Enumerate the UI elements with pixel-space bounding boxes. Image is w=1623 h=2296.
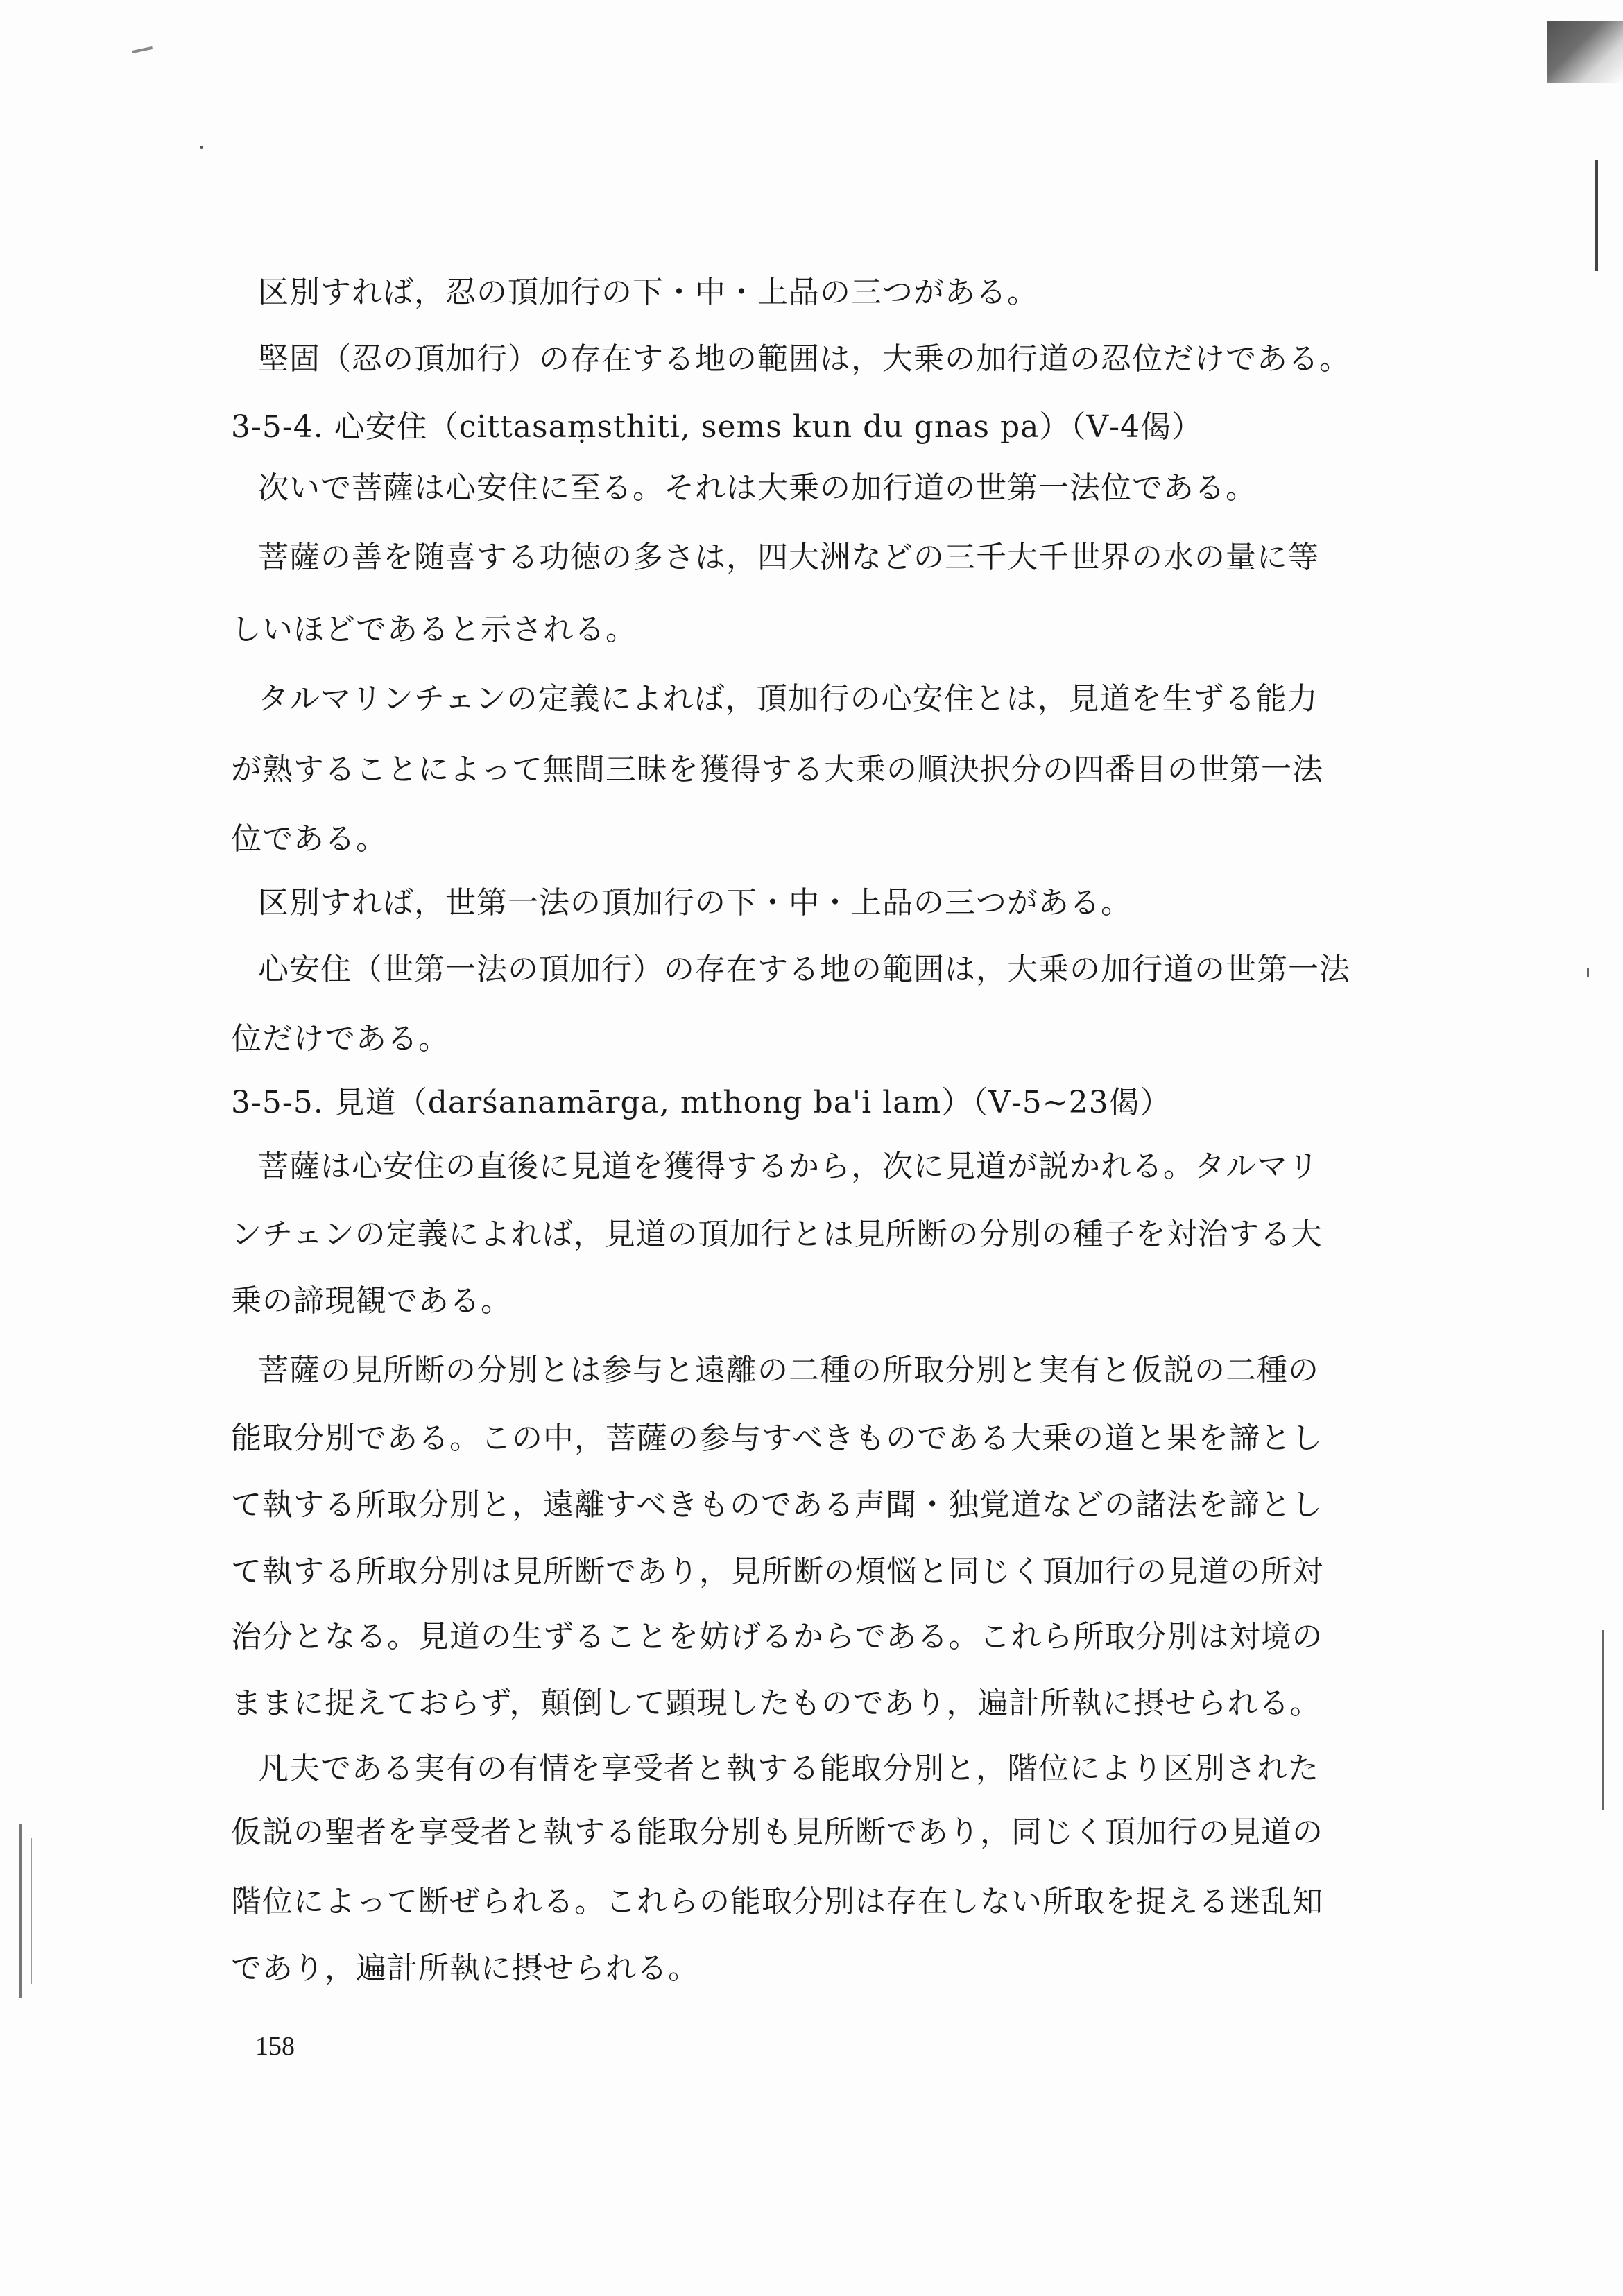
text-line: しいほどであると示される。 bbox=[231, 612, 637, 647]
scan-edge-mark bbox=[1595, 160, 1598, 271]
page-number: 158 bbox=[255, 2032, 295, 2061]
text-line: 堅固（忍の頂加行）の存在する地の範囲は，大乗の加行道の忍位だけである。 bbox=[258, 341, 1350, 377]
scan-edge-mark bbox=[1602, 1630, 1604, 1810]
text-line: ンチェンの定義によれば，見道の頂加行とは見所断の分別の種子を対治する大 bbox=[231, 1217, 1323, 1252]
text-line: 区別すれば，世第一法の頂加行の下・中・上品の三つがある。 bbox=[258, 885, 1132, 920]
scan-edge-mark bbox=[19, 1824, 22, 1998]
text-line: 階位によって断ぜられる。これらの能取分別は存在しない所取を捉える迷乱知 bbox=[231, 1884, 1323, 1919]
section-heading: 3-5-5. 見道（darśanamārga, mthong ba'i lam）（Ⅴ-5~23偈） bbox=[231, 1085, 1171, 1120]
text-line: が熟することによって無間三昧を獲得する大乗の順決択分の四番目の世第一法 bbox=[231, 752, 1323, 787]
text-line: て執する所取分別と，遠離すべきものである声聞・独覚道などの諸法を諦とし bbox=[231, 1487, 1323, 1523]
text-line: 凡夫である実有の有情を享受者と執する能取分別と，階位により区別された bbox=[258, 1751, 1319, 1786]
scan-speck bbox=[1587, 968, 1589, 977]
text-line: 菩薩の見所断の分別とは参与と遠離の二種の所取分別と実有と仮説の二種の bbox=[258, 1353, 1319, 1388]
text-line: タルマリンチェンの定義によれば，頂加行の心安住とは，見道を生ずる能力 bbox=[258, 681, 1319, 717]
text-line: 治分となる。見道の生ずることを妨げるからである。これら所取分別は対境の bbox=[231, 1619, 1323, 1654]
text-line: 区別すれば，忍の頂加行の下・中・上品の三つがある。 bbox=[258, 275, 1038, 310]
text-line: 心安住（世第一法の頂加行）の存在する地の範囲は，大乗の加行道の世第一法 bbox=[258, 952, 1350, 987]
text-line: 菩薩は心安住の直後に見道を獲得するから，次に見道が説かれる。タルマリ bbox=[258, 1149, 1319, 1184]
text-line: 位だけである。 bbox=[231, 1021, 449, 1056]
scan-speck bbox=[132, 46, 153, 53]
text-line: 能取分別である。この中，菩薩の参与すべきものである大乗の道と果を諦とし bbox=[231, 1421, 1323, 1456]
text-line: 位である。 bbox=[231, 821, 387, 857]
text-line: 乗の諦現観である。 bbox=[231, 1283, 512, 1319]
text-line: て執する所取分別は見所断であり，見所断の煩悩と同じく頂加行の見道の所対 bbox=[231, 1554, 1323, 1589]
text-line: 次いで菩薩は心安住に至る。それは大乗の加行道の世第一法位である。 bbox=[258, 470, 1257, 506]
text-line: 菩薩の善を随喜する功徳の多さは，四大洲などの三千大千世界の水の量に等 bbox=[258, 540, 1319, 575]
text-line: ままに捉えておらず，顛倒して顕現したものであり，遍計所執に摂せられる。 bbox=[231, 1686, 1321, 1721]
scan-edge-shadow bbox=[1547, 21, 1623, 83]
text-line: 仮説の聖者を享受者と執する能取分別も見所断であり，同じく頂加行の見道の bbox=[231, 1815, 1323, 1850]
scan-edge-mark bbox=[31, 1838, 32, 1984]
section-heading: 3-5-4. 心安住（cittasaṃsthiti, sems kun du gnas pa）（Ⅴ-4偈） bbox=[231, 409, 1203, 445]
text-line: であり，遍計所執に摂せられる。 bbox=[231, 1951, 699, 1986]
scan-speck bbox=[200, 146, 203, 149]
